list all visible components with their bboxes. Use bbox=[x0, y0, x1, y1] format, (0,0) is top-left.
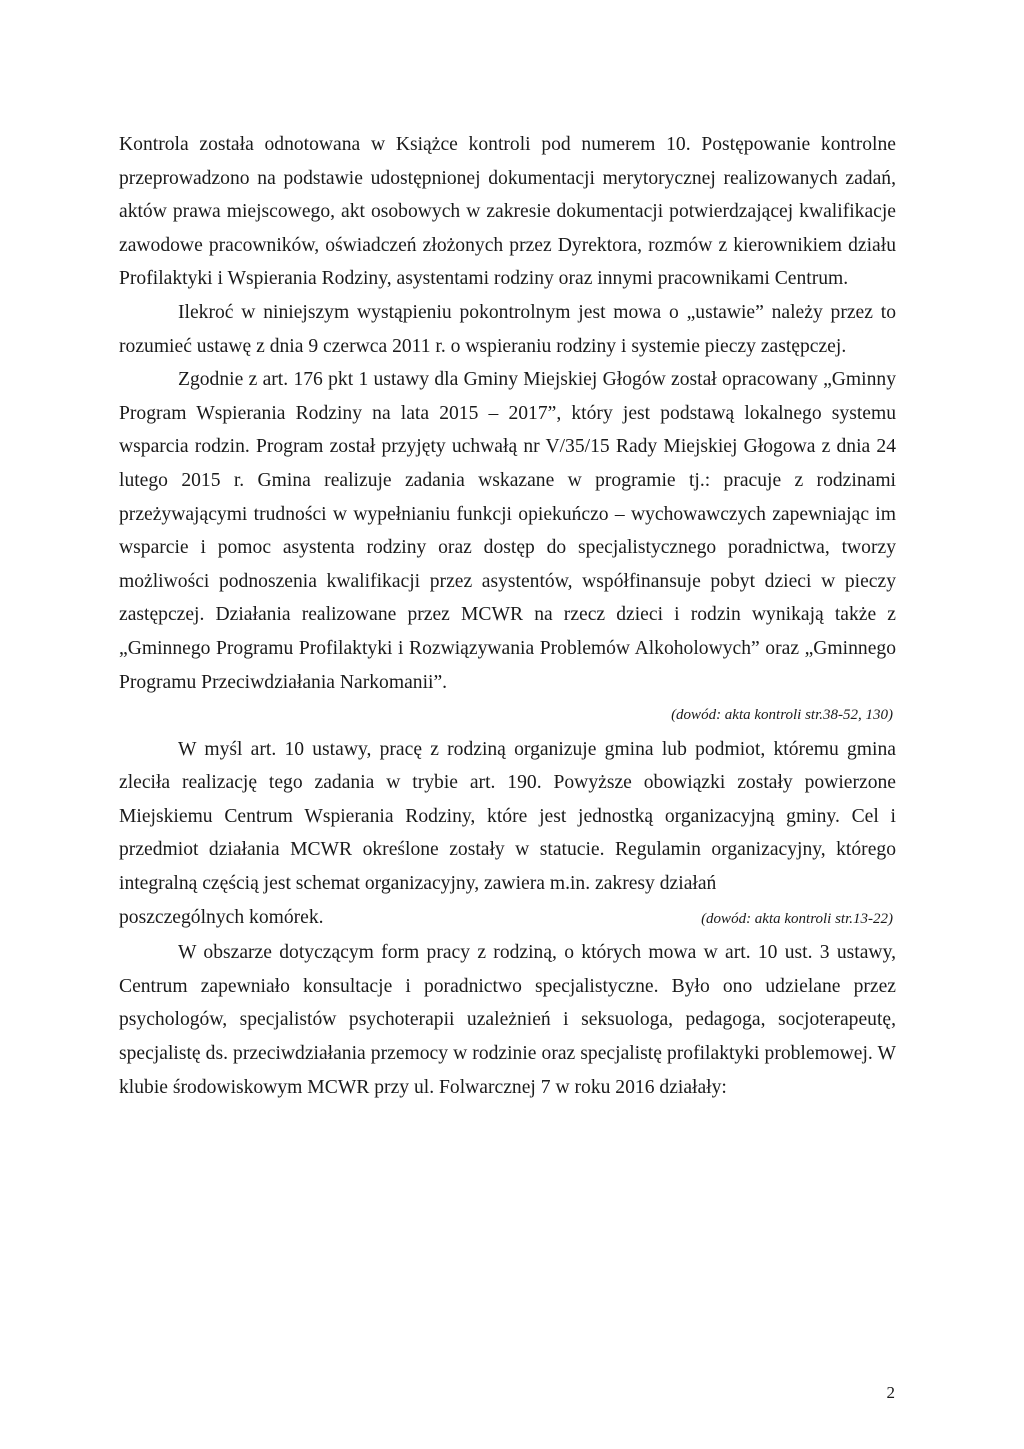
paragraph-art-10: W myśl art. 10 ustawy, pracę z rodziną organizuje gmina lub podmiot, któremu gmina zleciła realizację tego zadania w trybie art. 190. Powyższe obowiązki zostały powierzone Miejskiemu Centrum Wspierania Rodziny, które jest jednostką organizacyjną gminy. Cel i przedmiot działania MCWR określone zostały w statucie. Regulamin organizacyjny, którego integralną częścią jest schemat organizacyjny, zawiera m.in. zakresy działań bbox=[119, 738, 896, 895]
paragraph-art-10-last-line: poszczególnych komórek. bbox=[119, 906, 324, 928]
paragraph-forms-of-work: W obszarze dotyczącym form pracy z rodziną, o których mowa w art. 10 ust. 3 ustawy, Centrum zapewniało konsultacje i poradnictwo specjalistyczne. Było ono udzielane przez psychologów, specjalistów psychoterapii uzależnień i seksuologa, pedagoga, socjoterapeutę, specjalistę ds. przeciwdziałania przemocy w rodzinie oraz specjalistę profilaktyki problemowej. W klubie środowiskowym MCWR przy ul. Folwarcznej 7 w roku 2016 działały: bbox=[119, 942, 896, 1098]
paragraph-family-program: Zgodnie z art. 176 pkt 1 ustawy dla Gminy Miejskiej Głogów został opracowany „Gminny Program Wspierania Rodziny na lata 2015 – 2017”, który jest podstawą lokalnego systemu wsparcia rodzin. Program został przyjęty uchwałą nr V/35/15 Rady Miejskiej Głogowa z dnia 24 lutego 2015 r. Gmina realizuje zadania wskazane w programie tj.: pracuje z rodzinami przeżywającymi trudności w wypełnianiu funkcji opiekuńczo – wychowawczych zapewniając im wsparcie i pomoc asystenta rodziny oraz dostęp do specjalistycznego poradnictwa, tworzy możliwości podnoszenia kwalifikacji przez asystentów, współfinansuje pobyt dzieci w pieczy zastępczej. Działania realizowane przez MCWR na rzecz dzieci i rodzin wynikają także z „Gminnego Programu Profilaktyki i Rozwiązywania Problemów Alkoholowych” oraz „Gminnego Programu Przeciwdziałania Narkomanii”. bbox=[119, 369, 896, 693]
evidence-note-1: (dowód: akta kontroli str.38-52, 130) bbox=[671, 707, 893, 724]
paragraph-act-definition: Ilekroć w niniejszym wystąpieniu pokontrolnym jest mowa o „ustawie” należy przez to rozumieć ustawę z dnia 9 czerwca 2011 r. o wspieraniu rodziny i systemie pieczy zastępczej. bbox=[119, 301, 896, 357]
document-body bbox=[119, 128, 896, 1104]
paragraph-control-record: Kontrola została odnotowana w Książce kontroli pod numerem 10. Postępowanie kontrolne przeprowadzono na podstawie udostępnionej dokumentacji merytorycznej realizowanych zadań, aktów prawa miejscowego, akt osobowych w zakresie dokumentacji potwierdzającej kwalifikacje zawodowe pracowników, oświadczeń złożonych przez Dyrektora, rozmów z kierownikiem działu Profilaktyki i Wspierania Rodziny, asystentami rodziny oraz innymi pracownikami Centrum. bbox=[119, 134, 896, 290]
page-number: 2 bbox=[886, 1383, 895, 1402]
evidence-note-2: (dowód: akta kontroli str.13-22) bbox=[701, 910, 893, 927]
paragraph-art-10-end bbox=[119, 901, 896, 937]
